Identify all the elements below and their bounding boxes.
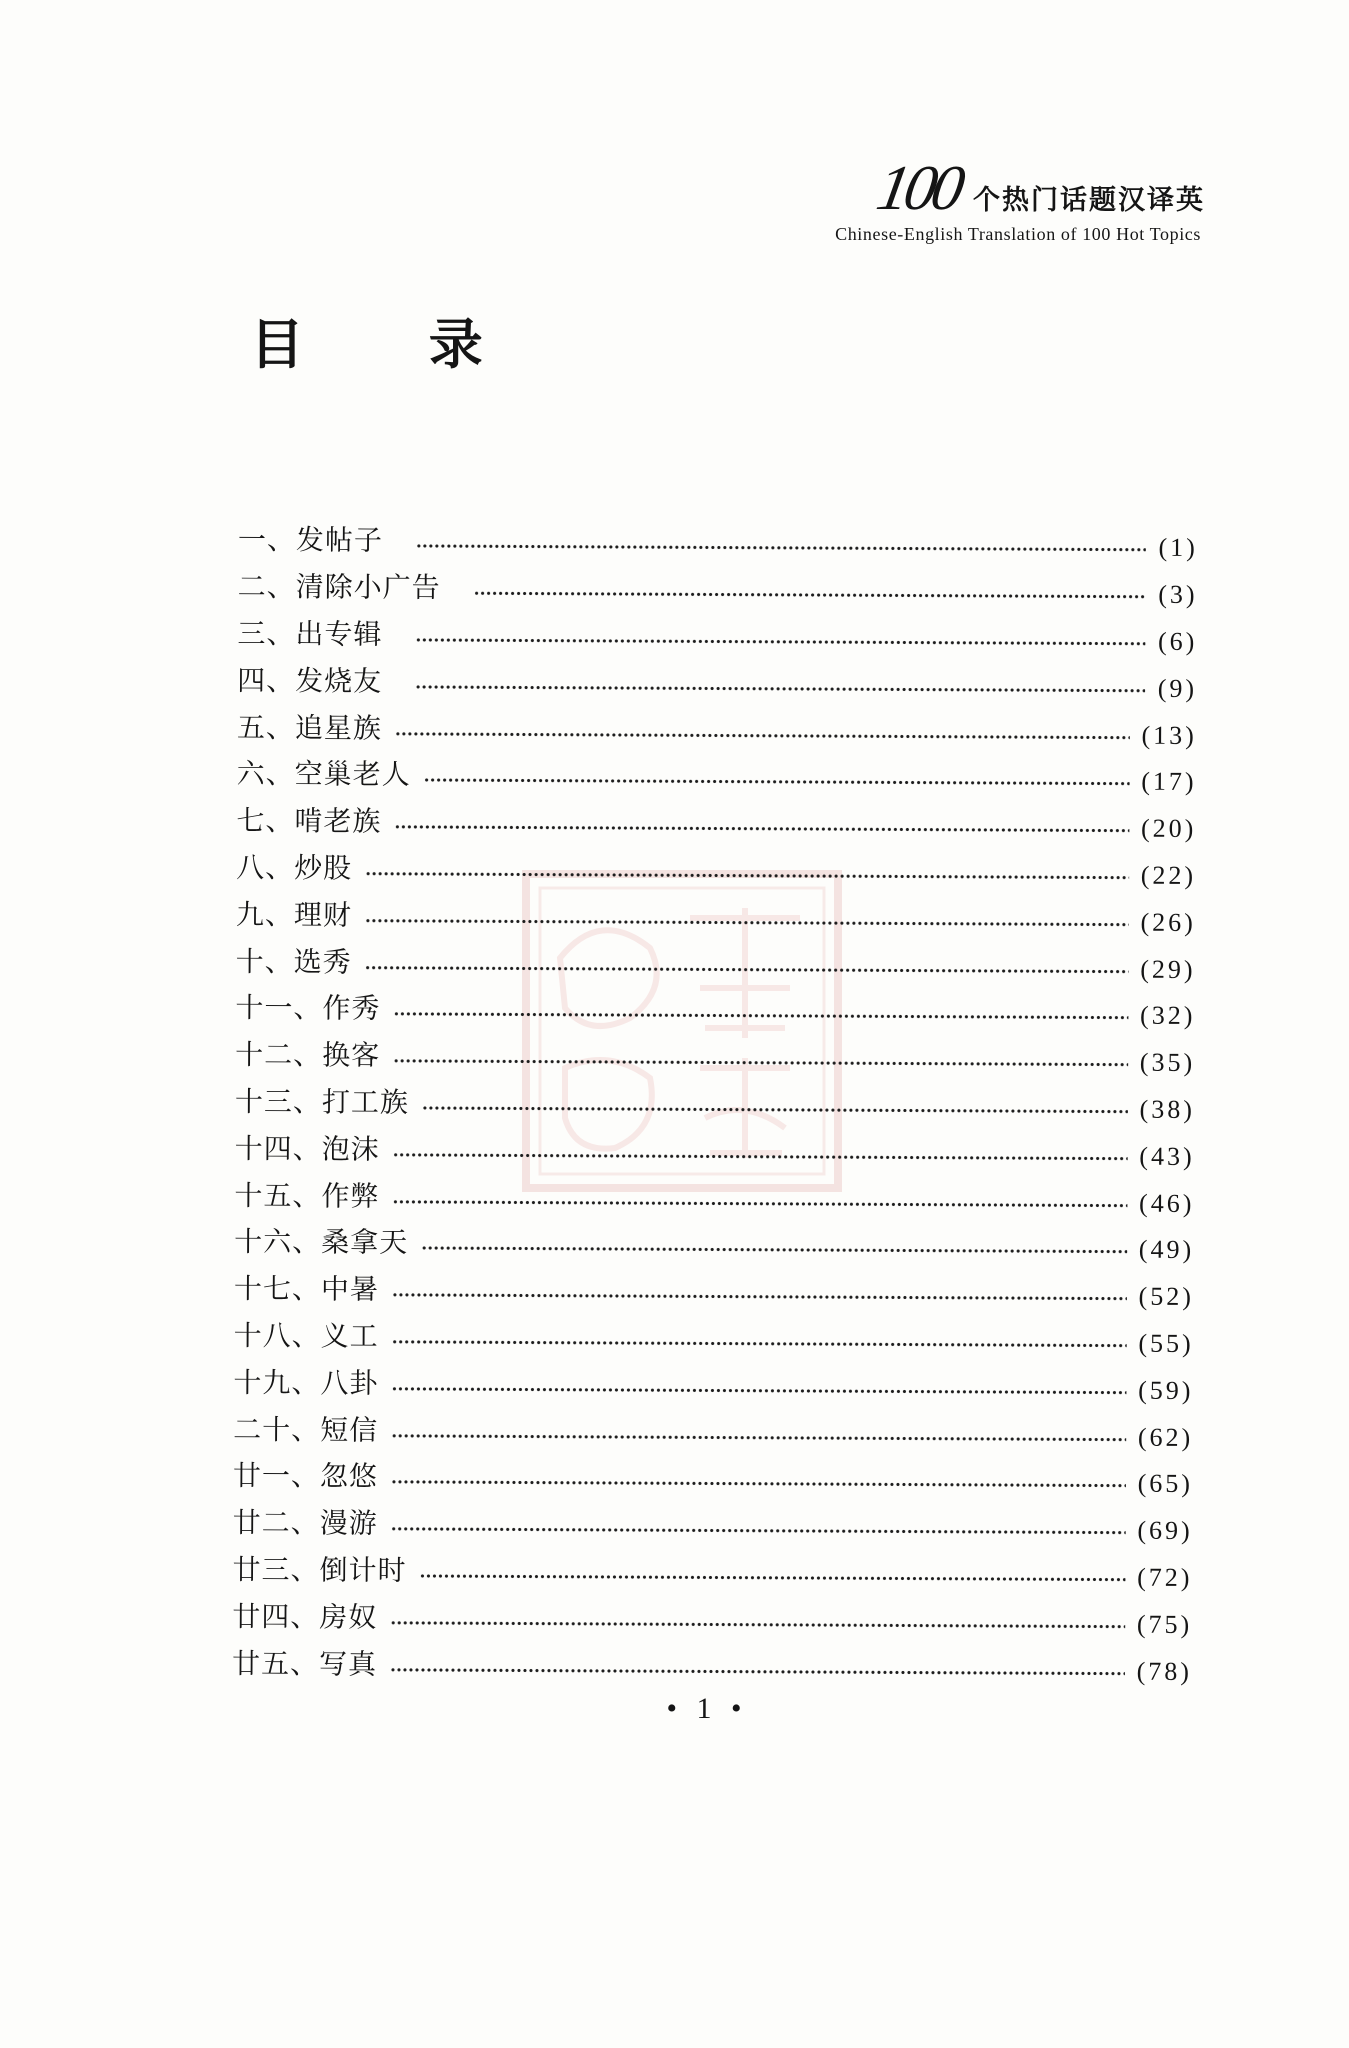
toc-entry-title: 一、发帖子: [237, 523, 383, 558]
toc-entry-page-number: (6): [1157, 626, 1198, 657]
toc-entry: [233, 1359, 1193, 1411]
toc-entry: [238, 517, 1198, 569]
dot-leader: [394, 1059, 1128, 1067]
dot-leader: [366, 918, 1129, 926]
toc-entry-page-number: (46): [1139, 1188, 1195, 1218]
dot-leader: [393, 1293, 1127, 1301]
dot-leader: [422, 1246, 1127, 1254]
dot-leader: [393, 1340, 1127, 1348]
dot-leader: [416, 638, 1145, 646]
toc-entry: [236, 938, 1196, 990]
toc-entry: [234, 1266, 1194, 1318]
dot-leader: [416, 685, 1145, 693]
dot-leader: [391, 1621, 1125, 1629]
toc-entry-page-number: (72): [1137, 1562, 1193, 1592]
dot-leader: [395, 825, 1129, 833]
dot-leader: [393, 1199, 1127, 1207]
toc-entry: [233, 1500, 1193, 1552]
book-title-english: Chinese-English Translation of 100 Hot Topics: [835, 224, 1201, 244]
dot-leader: [396, 731, 1130, 739]
toc-entry-title: 十九、八卦: [233, 1365, 379, 1400]
toc-entry-title: 廿四、房奴: [232, 1599, 378, 1634]
toc-entry-title: 七、啃老族: [236, 804, 382, 838]
dot-leader: [394, 1153, 1128, 1161]
dot-leader: [394, 1012, 1128, 1020]
toc-entry-page-number: (55): [1138, 1328, 1194, 1358]
dot-leader: [392, 1480, 1126, 1488]
toc-entry: [237, 611, 1197, 663]
toc-entry: [237, 657, 1197, 709]
book-title-chinese: 个热门话题汉译英: [973, 185, 1205, 216]
toc-entry-page-number: (32): [1139, 1001, 1196, 1031]
toc-entry-page-number: (49): [1138, 1235, 1195, 1265]
toc-entry-page-number: (9): [1157, 673, 1198, 703]
toc-entry-page-number: (35): [1139, 1047, 1196, 1078]
dot-leader: [392, 1527, 1126, 1535]
toc-entry-title: 廿三、倒计时: [232, 1552, 407, 1587]
toc-entry-page-number: (75): [1136, 1609, 1193, 1639]
toc-entry-title: 廿五、写真: [231, 1646, 378, 1681]
table-of-contents: [232, 517, 1198, 1692]
dot-leader: [366, 965, 1129, 973]
toc-entry-title: 十八、义工: [233, 1318, 379, 1353]
toc-entry: [235, 1125, 1195, 1177]
toc-entry-page-number: (69): [1137, 1515, 1193, 1546]
dot-leader: [392, 1433, 1126, 1441]
dot-leader: [420, 1574, 1125, 1582]
toc-entry-title: 十六、桑拿天: [234, 1225, 409, 1260]
toc-entry: [234, 1313, 1194, 1365]
toc-entry: [236, 891, 1196, 943]
toc-entry-page-number: (22): [1140, 860, 1197, 890]
toc-entry: [237, 751, 1197, 803]
toc-entry-title: 三、出专辑: [237, 616, 383, 651]
toc-entry-title: 廿二、漫游: [232, 1506, 378, 1540]
running-head-title: [835, 152, 1205, 223]
dot-leader: [417, 544, 1146, 552]
toc-entry-title: 十、选秀: [235, 944, 352, 979]
toc-entry: [234, 1172, 1194, 1224]
toc-entry: [238, 564, 1198, 616]
toc-entry-title: 十三、打工族: [234, 1084, 410, 1119]
toc-entry-page-number: (29): [1140, 954, 1196, 984]
toc-entry-page-number: (78): [1136, 1656, 1193, 1686]
running-head: [835, 152, 1205, 245]
toc-entry-title: 四、发烧友: [237, 663, 383, 698]
toc-entry-title: 八、炒股: [236, 850, 353, 885]
toc-entry-page-number: (43): [1139, 1141, 1195, 1171]
book-number-logo: 100: [871, 152, 966, 223]
toc-entry: [232, 1547, 1192, 1599]
dot-leader: [366, 872, 1129, 880]
toc-entry: [232, 1593, 1192, 1645]
toc-entry: [236, 845, 1196, 897]
page-title: 目 录: [250, 313, 536, 376]
dot-leader: [425, 778, 1130, 786]
toc-entry-page-number: (38): [1139, 1094, 1195, 1124]
toc-entry-title: 十一、作秀: [235, 991, 381, 1026]
toc-entry-title: 廿一、忽悠: [232, 1459, 379, 1494]
toc-entry-title: 十七、中暑: [233, 1272, 380, 1306]
toc-entry-title: 九、理财: [235, 897, 353, 932]
toc-entry-page-number: (1): [1158, 533, 1198, 563]
toc-entry: [233, 1406, 1193, 1458]
dot-leader: [475, 591, 1146, 599]
toc-entry-title: 二十、短信: [233, 1412, 379, 1447]
toc-entry: [237, 704, 1197, 756]
dot-leader: [391, 1667, 1125, 1675]
toc-entry-page-number: (20): [1140, 813, 1197, 844]
toc-entry-title: 二、清除小广告: [237, 570, 441, 605]
toc-entry-page-number: (3): [1158, 580, 1198, 610]
toc-entry-page-number: (26): [1140, 907, 1196, 937]
toc-entry-page-number: (52): [1138, 1281, 1195, 1312]
dot-leader: [423, 1106, 1128, 1114]
toc-entry: [233, 1453, 1193, 1505]
toc-entry: [235, 1079, 1195, 1131]
toc-entry-page-number: (62): [1137, 1422, 1194, 1452]
toc-entry-title: 十二、换客: [235, 1038, 381, 1072]
toc-entry: [235, 985, 1195, 1037]
toc-entry-page-number: (13): [1141, 720, 1197, 750]
toc-entry-page-number: (17): [1141, 767, 1197, 797]
toc-entry-page-number: (65): [1137, 1469, 1194, 1499]
toc-entry-title: 六、空巢老人: [236, 757, 411, 792]
toc-entry-page-number: (59): [1138, 1375, 1194, 1405]
toc-entry: [232, 1640, 1192, 1692]
toc-entry: [234, 1219, 1194, 1271]
toc-entry-title: 十五、作弊: [234, 1178, 380, 1213]
dot-leader: [392, 1387, 1126, 1395]
toc-entry-title: 十四、泡沫: [234, 1131, 380, 1166]
toc-entry: [236, 798, 1196, 850]
toc-entry-title: 五、追星族: [236, 710, 383, 745]
toc-entry: [235, 1032, 1195, 1084]
page-number: • 1 •: [666, 1692, 748, 1725]
